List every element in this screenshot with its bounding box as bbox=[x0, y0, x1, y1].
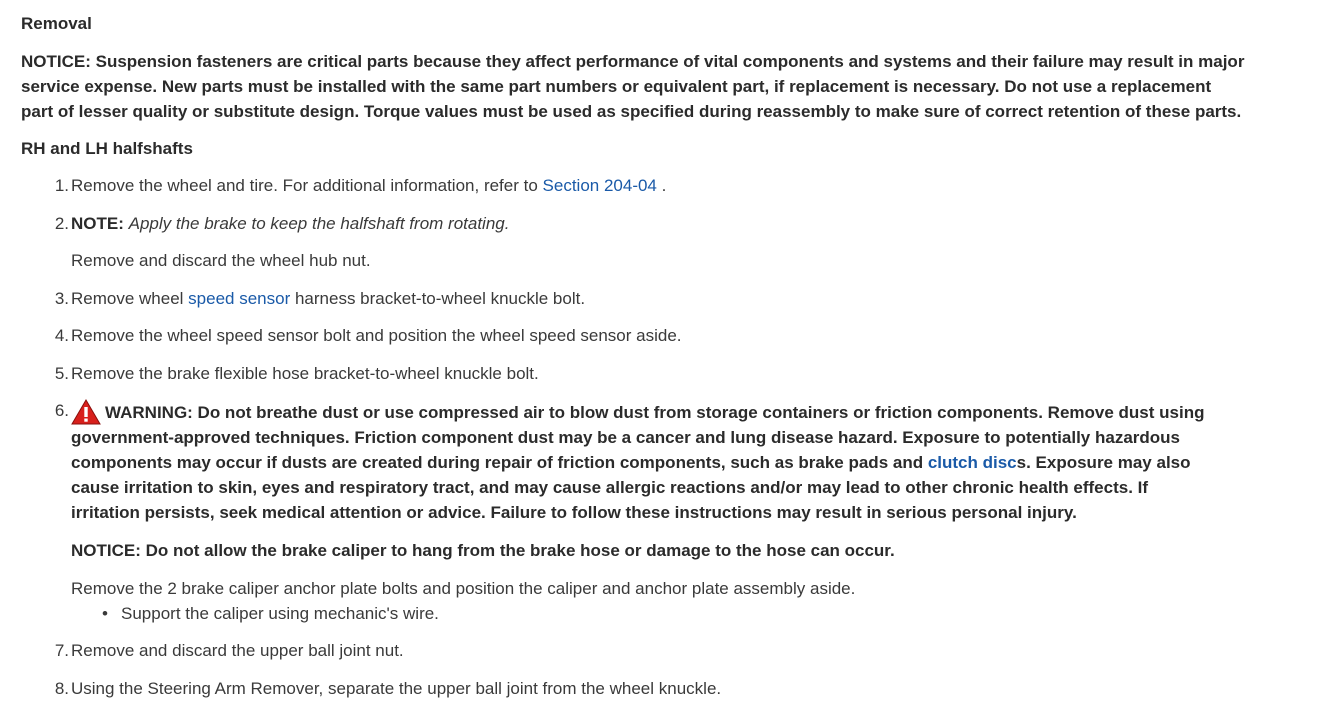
warning-text-continued: s. Exposure may also cause irritation to skin, eyes and respiratory tract, and may cause allergic reactions and/or may lead to other chronic health effects. If irritation persists, seek medical attention or advice. Failure to follow these instructions may result in serious personal injury. bbox=[71, 453, 1191, 522]
bullet-text: Support the caliper using mechanic's wire. bbox=[121, 604, 439, 623]
bullet-dot: • bbox=[102, 604, 108, 623]
step-number: 3. bbox=[54, 289, 69, 308]
step-1-tail: . bbox=[656, 176, 667, 195]
warning-text: WARNING: Do not breathe dust or use compressed air to blow dust from storage containers or friction components. Remove dust using government-approved techniques. Friction component dust may be a cancer and lung disease hazard. Exposure to potentially hazardous components may occur if dusts are created during repair of friction components, such as brake pads and bbox=[71, 403, 1205, 472]
step-number: 8. bbox=[54, 679, 69, 698]
clutch-disc-link[interactable]: clutch disc bbox=[927, 453, 1017, 472]
step-text bbox=[71, 287, 1221, 311]
warning-triangle-icon bbox=[71, 399, 101, 425]
dust-warning bbox=[71, 399, 1221, 525]
step-number: 4. bbox=[54, 326, 69, 345]
step-number: 2. bbox=[54, 214, 69, 233]
suspension-fastener-notice: NOTICE: Suspension fasteners are critical parts because they affect performance of vital components and systems and their failure may result in major service expense. New parts must be installed with the same part numbers or equivalent part, if replacement is necessary. Do not use a replacement part of lesser quality or substitute design. Torque values must be used as specified during reassembly to make sure of correct retention of these parts. bbox=[21, 52, 1245, 121]
subheading-halfshafts: RH and LH halfshafts bbox=[21, 139, 193, 158]
step-3-pre: Remove wheel bbox=[71, 289, 189, 308]
step-text: Remove and discard the wheel hub nut. bbox=[71, 251, 371, 270]
speed-sensor-link[interactable]: speed sensor bbox=[188, 289, 291, 308]
section-link[interactable]: Section 204-04 bbox=[542, 176, 657, 195]
step-number: 6. bbox=[54, 401, 69, 420]
step-text: Using the Steering Arm Remover, separate the upper ball joint from the wheel knuckle. bbox=[71, 679, 722, 698]
step-text: Remove the brake flexible hose bracket-to-wheel knuckle bolt. bbox=[71, 364, 539, 383]
note-text: Apply the brake to keep the halfshaft from rotating. bbox=[128, 214, 510, 233]
note-label: NOTE: bbox=[71, 214, 124, 233]
step-number: 5. bbox=[54, 364, 69, 383]
step-note bbox=[71, 212, 1221, 236]
step-3-post: harness bracket-to-wheel knuckle bolt. bbox=[290, 289, 586, 308]
step-text: Remove the wheel speed sensor bolt and position the wheel speed sensor aside. bbox=[71, 326, 682, 345]
step-text: Remove and discard the upper ball joint nut. bbox=[71, 641, 404, 660]
section-title: Removal bbox=[21, 14, 92, 33]
caliper-notice: NOTICE: Do not allow the brake caliper to hang from the brake hose or damage to the hose can occur. bbox=[71, 541, 895, 560]
step-text: Remove the 2 brake caliper anchor plate bolts and position the caliper and anchor plate assembly aside. bbox=[71, 579, 856, 598]
step-text bbox=[71, 174, 1221, 198]
step-1-text: Remove the wheel and tire. For additional information, refer to bbox=[71, 176, 543, 195]
step-number: 1. bbox=[54, 176, 69, 195]
step-number: 7. bbox=[54, 641, 69, 660]
